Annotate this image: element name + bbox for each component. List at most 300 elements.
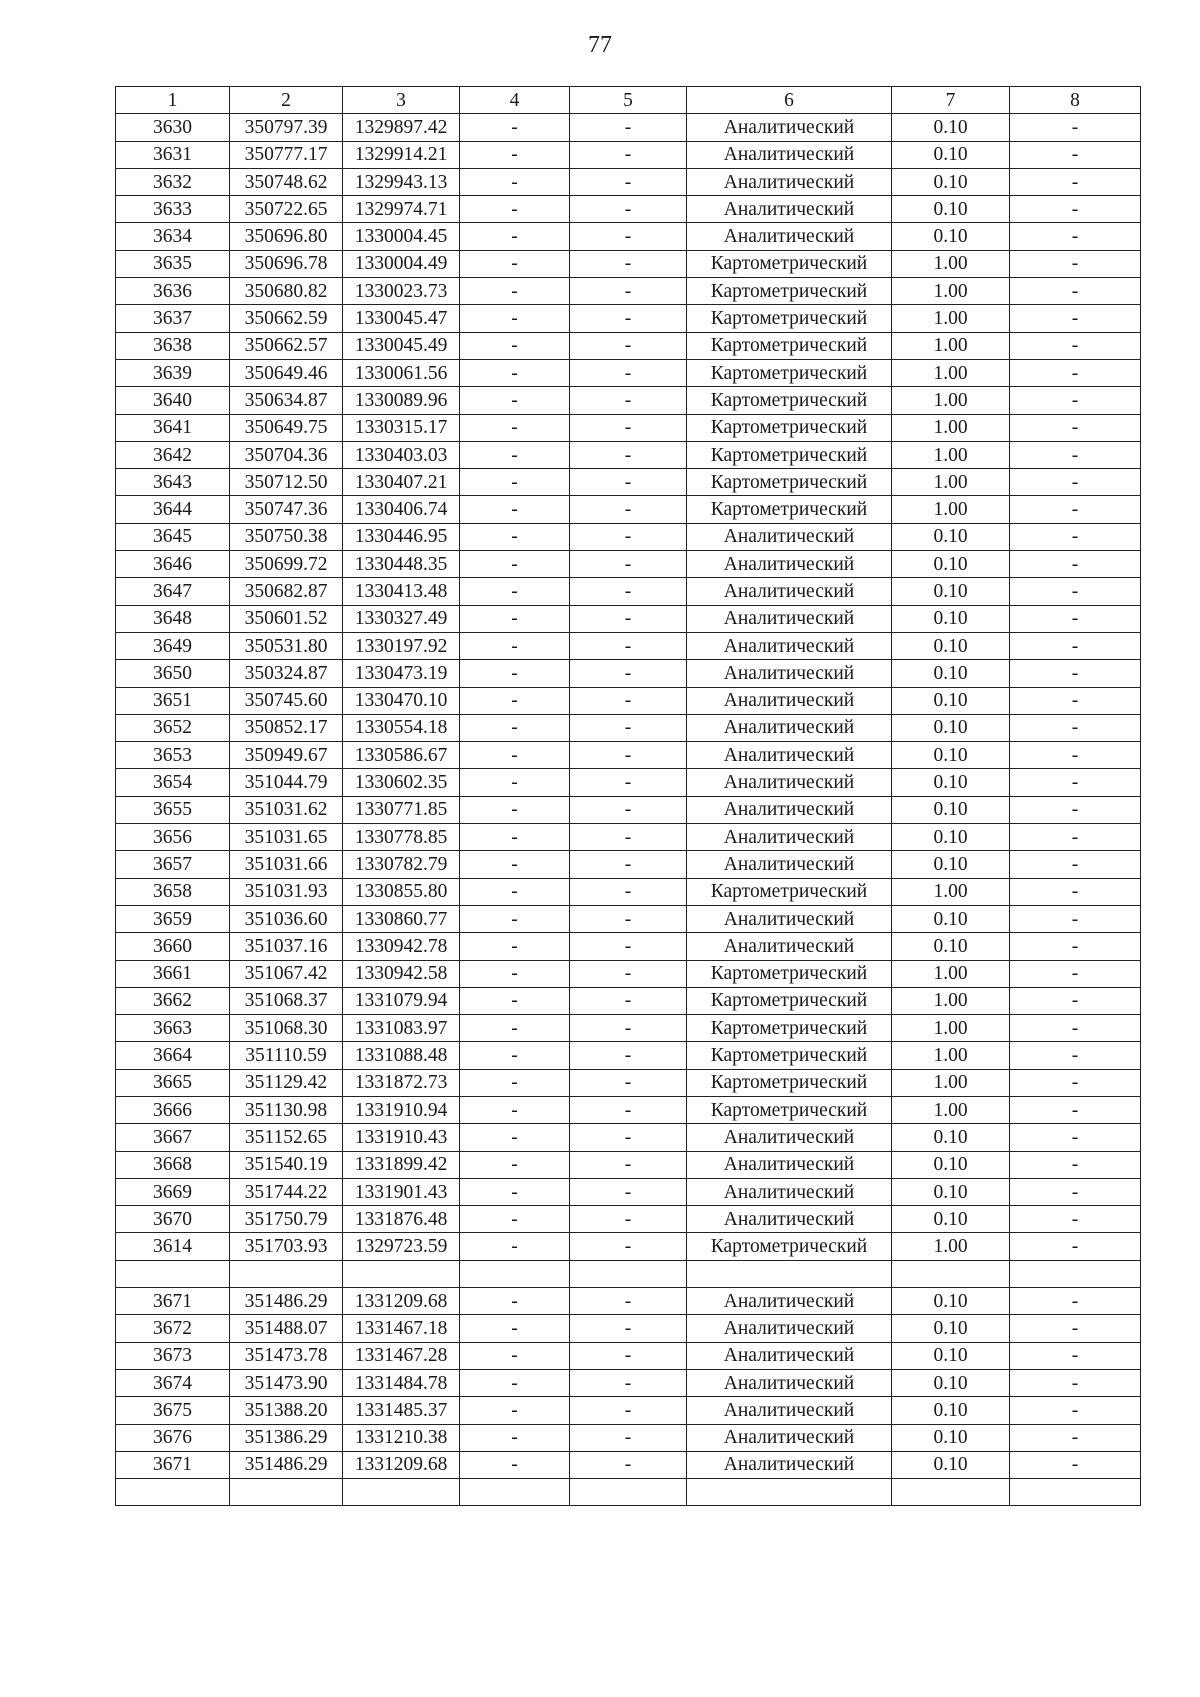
table-cell: - <box>570 359 687 386</box>
table-cell: 0.10 <box>892 1315 1010 1342</box>
page-number: 77 <box>588 32 612 58</box>
table-cell: 3660 <box>116 933 230 960</box>
table-cell: 351044.79 <box>230 769 343 796</box>
table-cell: 1331467.28 <box>343 1342 460 1369</box>
table-cell <box>460 1479 570 1506</box>
table-cell: - <box>1010 960 1141 987</box>
table-cell <box>343 1479 460 1506</box>
table-cell: 350649.46 <box>230 359 343 386</box>
table-cell: 3652 <box>116 714 230 741</box>
table-cell: - <box>570 714 687 741</box>
table-row <box>116 523 1141 550</box>
table-cell: 0.10 <box>892 1151 1010 1178</box>
table-cell: 3650 <box>116 660 230 687</box>
table-cell: 351473.90 <box>230 1369 343 1396</box>
table-cell: - <box>460 824 570 851</box>
table-cell: 3644 <box>116 496 230 523</box>
table-cell: 3674 <box>116 1369 230 1396</box>
table-row <box>116 469 1141 496</box>
table-cell: 0.10 <box>892 660 1010 687</box>
table-row <box>116 987 1141 1014</box>
table-row <box>116 933 1141 960</box>
table-cell: 351473.78 <box>230 1342 343 1369</box>
table-cell: 351488.07 <box>230 1315 343 1342</box>
table-row <box>116 605 1141 632</box>
table-cell: 0.10 <box>892 1206 1010 1233</box>
table-cell: 0.10 <box>892 714 1010 741</box>
table-cell: - <box>1010 851 1141 878</box>
table-cell: - <box>460 1424 570 1451</box>
table-cell: 0.10 <box>892 605 1010 632</box>
table-row <box>116 1451 1141 1478</box>
table-cell: 1.00 <box>892 1042 1010 1069</box>
table-cell: 1331910.94 <box>343 1096 460 1123</box>
table-cell: - <box>1010 1178 1141 1205</box>
table-cell: - <box>1010 769 1141 796</box>
table-cell: - <box>570 332 687 359</box>
table-cell: 3668 <box>116 1151 230 1178</box>
table-cell: 3640 <box>116 387 230 414</box>
table-cell: 3633 <box>116 196 230 223</box>
table-cell: Аналитический <box>687 1124 892 1151</box>
table-cell: 1.00 <box>892 305 1010 332</box>
table-cell: - <box>1010 1096 1141 1123</box>
table-cell: - <box>460 223 570 250</box>
table-cell: - <box>460 796 570 823</box>
table-cell: 1330061.56 <box>343 359 460 386</box>
table-cell: 1331210.38 <box>343 1424 460 1451</box>
table-cell: 3651 <box>116 687 230 714</box>
table-cell: 351068.37 <box>230 987 343 1014</box>
table-cell: - <box>1010 1451 1141 1478</box>
table-cell: 1331209.68 <box>343 1288 460 1315</box>
table-cell: - <box>1010 387 1141 414</box>
table-cell: - <box>570 742 687 769</box>
table-cell: 1331083.97 <box>343 1015 460 1042</box>
table-cell: - <box>460 1451 570 1478</box>
table-cell: 0.10 <box>892 196 1010 223</box>
table-cell: - <box>570 1178 687 1205</box>
table-cell: 3639 <box>116 359 230 386</box>
table-cell: - <box>1010 414 1141 441</box>
table-row <box>116 742 1141 769</box>
table-cell: - <box>1010 796 1141 823</box>
table-row <box>116 1479 1141 1506</box>
table-cell: 0.10 <box>892 578 1010 605</box>
table-cell <box>570 1479 687 1506</box>
table-cell: - <box>1010 660 1141 687</box>
table-cell: 1330554.18 <box>343 714 460 741</box>
table-cell: - <box>460 878 570 905</box>
table-row <box>116 441 1141 468</box>
table-cell: - <box>460 387 570 414</box>
table-cell: Картометрический <box>687 1069 892 1096</box>
table-cell <box>116 1260 230 1287</box>
table-cell: - <box>570 1397 687 1424</box>
table-cell: 3638 <box>116 332 230 359</box>
table-cell: - <box>570 551 687 578</box>
table-cell: 1.00 <box>892 250 1010 277</box>
table-cell: 1.00 <box>892 387 1010 414</box>
table-row <box>116 578 1141 605</box>
table-cell: 3643 <box>116 469 230 496</box>
table-cell: - <box>1010 250 1141 277</box>
table-row <box>116 632 1141 659</box>
table-cell: 3672 <box>116 1315 230 1342</box>
table-cell: 350722.65 <box>230 196 343 223</box>
table-cell: Аналитический <box>687 742 892 769</box>
table-cell: 1.00 <box>892 496 1010 523</box>
table-cell: - <box>460 687 570 714</box>
table-cell: 1330942.58 <box>343 960 460 987</box>
table-cell: - <box>460 987 570 1014</box>
table-cell: 350852.17 <box>230 714 343 741</box>
table-row <box>116 851 1141 878</box>
table-cell: 1330315.17 <box>343 414 460 441</box>
table-cell: 1331467.18 <box>343 1315 460 1342</box>
table-row <box>116 1260 1141 1287</box>
table-cell: 3673 <box>116 1342 230 1369</box>
table-row <box>116 196 1141 223</box>
table-cell: 1330446.95 <box>343 523 460 550</box>
table-cell: 350649.75 <box>230 414 343 441</box>
table-cell: 350745.60 <box>230 687 343 714</box>
table-cell: - <box>460 141 570 168</box>
table-cell: 3614 <box>116 1233 230 1260</box>
table-cell: 1330473.19 <box>343 660 460 687</box>
table-cell: 350531.80 <box>230 632 343 659</box>
table-row <box>116 687 1141 714</box>
table-cell: - <box>570 851 687 878</box>
table-cell: - <box>570 1424 687 1451</box>
table-cell: 350704.36 <box>230 441 343 468</box>
table-row <box>116 1096 1141 1123</box>
table-cell: 351744.22 <box>230 1178 343 1205</box>
table-cell: - <box>1010 1369 1141 1396</box>
table-cell: - <box>570 1288 687 1315</box>
table-cell: - <box>460 496 570 523</box>
table-cell: - <box>460 332 570 359</box>
table-cell: 1330942.78 <box>343 933 460 960</box>
table-cell: - <box>460 1042 570 1069</box>
table-cell: - <box>1010 278 1141 305</box>
table-cell: - <box>1010 1124 1141 1151</box>
table-cell: 350601.52 <box>230 605 343 632</box>
table-cell: 351386.29 <box>230 1424 343 1451</box>
table-cell: - <box>1010 441 1141 468</box>
table-cell: Аналитический <box>687 769 892 796</box>
table-cell: - <box>460 1124 570 1151</box>
table-cell: - <box>460 1233 570 1260</box>
table-cell: 1331899.42 <box>343 1151 460 1178</box>
table-row <box>116 551 1141 578</box>
table-row <box>116 1151 1141 1178</box>
table-cell: 1330782.79 <box>343 851 460 878</box>
table-cell: 1330406.74 <box>343 496 460 523</box>
table-cell: 1330045.49 <box>343 332 460 359</box>
table-cell: 0.10 <box>892 1124 1010 1151</box>
table-cell: 3634 <box>116 223 230 250</box>
table-cell: 1330586.67 <box>343 742 460 769</box>
table-cell: 350324.87 <box>230 660 343 687</box>
table-cell: Картометрический <box>687 359 892 386</box>
table-cell: 1330197.92 <box>343 632 460 659</box>
table-cell: - <box>570 223 687 250</box>
table-cell: 1330004.45 <box>343 223 460 250</box>
table-cell: - <box>570 878 687 905</box>
table-cell: Аналитический <box>687 632 892 659</box>
table-cell <box>116 1479 230 1506</box>
table-cell: - <box>1010 114 1141 141</box>
table-cell: 1331484.78 <box>343 1369 460 1396</box>
table-cell: 351129.42 <box>230 1069 343 1096</box>
table-cell: - <box>460 632 570 659</box>
table-cell: Аналитический <box>687 1151 892 1178</box>
table-cell: 3671 <box>116 1288 230 1315</box>
table-cell: 1329723.59 <box>343 1233 460 1260</box>
table-cell: Аналитический <box>687 1342 892 1369</box>
table-cell: Картометрический <box>687 250 892 277</box>
table-cell <box>230 1260 343 1287</box>
table-cell: Картометрический <box>687 496 892 523</box>
table-body <box>116 114 1141 1506</box>
table-cell: - <box>460 168 570 195</box>
table-cell: 1331088.48 <box>343 1042 460 1069</box>
table-cell: - <box>460 1369 570 1396</box>
table-cell: - <box>1010 578 1141 605</box>
table-cell: - <box>570 905 687 932</box>
table-cell: 3662 <box>116 987 230 1014</box>
table-cell: 351110.59 <box>230 1042 343 1069</box>
table-cell: Картометрический <box>687 469 892 496</box>
table-cell: 351036.60 <box>230 905 343 932</box>
table-cell: - <box>570 1315 687 1342</box>
column-header-2: 2 <box>230 87 343 114</box>
table-cell: 350797.39 <box>230 114 343 141</box>
table-cell: 0.10 <box>892 742 1010 769</box>
table-cell: - <box>570 1342 687 1369</box>
table-cell: - <box>570 987 687 1014</box>
table-cell: - <box>1010 223 1141 250</box>
table-cell: - <box>1010 141 1141 168</box>
table-cell: Аналитический <box>687 1369 892 1396</box>
table-cell: - <box>1010 168 1141 195</box>
table-cell: Картометрический <box>687 1042 892 1069</box>
table-cell: - <box>460 851 570 878</box>
table-cell: - <box>1010 496 1141 523</box>
table-cell: 350712.50 <box>230 469 343 496</box>
table-cell: - <box>570 605 687 632</box>
table-cell: 1330403.03 <box>343 441 460 468</box>
table-cell: - <box>460 1096 570 1123</box>
table-cell: 350748.62 <box>230 168 343 195</box>
table-cell: Картометрический <box>687 441 892 468</box>
table-cell: 1.00 <box>892 278 1010 305</box>
table-cell: Картометрический <box>687 878 892 905</box>
table-cell: - <box>460 1206 570 1233</box>
coordinates-table <box>115 86 1141 1506</box>
table-cell: - <box>460 551 570 578</box>
table-cell: 351037.16 <box>230 933 343 960</box>
table-cell: 1331901.43 <box>343 1178 460 1205</box>
table-cell: 3636 <box>116 278 230 305</box>
column-header-6: 6 <box>687 87 892 114</box>
table-cell: Аналитический <box>687 141 892 168</box>
table-cell: 1.00 <box>892 1069 1010 1096</box>
column-header-8: 8 <box>1010 87 1141 114</box>
table-cell: Картометрический <box>687 1233 892 1260</box>
table-cell: 1331209.68 <box>343 1451 460 1478</box>
table-cell: - <box>570 687 687 714</box>
table-cell: - <box>570 305 687 332</box>
table-cell: Аналитический <box>687 551 892 578</box>
column-header-5: 5 <box>570 87 687 114</box>
table-cell <box>230 1479 343 1506</box>
table-cell: 3676 <box>116 1424 230 1451</box>
table-row <box>116 1178 1141 1205</box>
table-cell: 0.10 <box>892 168 1010 195</box>
table-row <box>116 223 1141 250</box>
table-cell: Картометрический <box>687 960 892 987</box>
table-cell: - <box>1010 469 1141 496</box>
table-cell: 0.10 <box>892 905 1010 932</box>
table-cell: Аналитический <box>687 1451 892 1478</box>
table-cell: 3659 <box>116 905 230 932</box>
table-cell: - <box>570 632 687 659</box>
table-cell: 351067.42 <box>230 960 343 987</box>
table-cell: - <box>460 523 570 550</box>
table-cell: Аналитический <box>687 1178 892 1205</box>
table-cell: - <box>1010 359 1141 386</box>
table-cell: - <box>570 769 687 796</box>
table-cell: 0.10 <box>892 769 1010 796</box>
table-cell: 3648 <box>116 605 230 632</box>
column-header-7: 7 <box>892 87 1010 114</box>
table-cell: 1.00 <box>892 332 1010 359</box>
table-cell: 351750.79 <box>230 1206 343 1233</box>
table-cell <box>687 1260 892 1287</box>
table-row <box>116 905 1141 932</box>
table-cell: - <box>570 168 687 195</box>
table-cell: - <box>570 250 687 277</box>
table-cell: - <box>570 796 687 823</box>
table-row <box>116 305 1141 332</box>
table-cell: - <box>460 905 570 932</box>
table-cell: - <box>460 742 570 769</box>
table-cell: - <box>460 1151 570 1178</box>
table-cell: - <box>570 933 687 960</box>
table-cell: 1330089.96 <box>343 387 460 414</box>
table-cell: Аналитический <box>687 168 892 195</box>
header-row <box>116 87 1141 114</box>
table-row <box>116 332 1141 359</box>
table-cell: 351031.93 <box>230 878 343 905</box>
table-cell: 1330602.35 <box>343 769 460 796</box>
table-row <box>116 796 1141 823</box>
table-row <box>116 1042 1141 1069</box>
table-cell: - <box>570 114 687 141</box>
table-cell: 0.10 <box>892 1369 1010 1396</box>
table-cell: - <box>1010 742 1141 769</box>
table-row <box>116 141 1141 168</box>
table-row <box>116 878 1141 905</box>
table-cell: 1329914.21 <box>343 141 460 168</box>
table-row <box>116 168 1141 195</box>
table-cell: 1330855.80 <box>343 878 460 905</box>
table-cell: - <box>1010 1315 1141 1342</box>
table-cell: 3675 <box>116 1397 230 1424</box>
table-cell: - <box>460 469 570 496</box>
table-cell: - <box>460 1397 570 1424</box>
table-cell: - <box>460 114 570 141</box>
table-cell: 0.10 <box>892 1397 1010 1424</box>
table-cell: - <box>570 1015 687 1042</box>
table-cell: 3632 <box>116 168 230 195</box>
table-cell: 0.10 <box>892 1288 1010 1315</box>
table-cell <box>1010 1260 1141 1287</box>
table-cell: Аналитический <box>687 523 892 550</box>
table-cell: 0.10 <box>892 933 1010 960</box>
table-cell: - <box>460 305 570 332</box>
table-cell: - <box>1010 523 1141 550</box>
table-row <box>116 1342 1141 1369</box>
table-cell: 3671 <box>116 1451 230 1478</box>
table-cell: - <box>460 1288 570 1315</box>
table-cell: - <box>570 387 687 414</box>
table-cell: 350949.67 <box>230 742 343 769</box>
table-cell: 350662.57 <box>230 332 343 359</box>
table-cell: 3670 <box>116 1206 230 1233</box>
table-cell: 3658 <box>116 878 230 905</box>
table-cell: 0.10 <box>892 687 1010 714</box>
column-header-4: 4 <box>460 87 570 114</box>
table-cell: 1330004.49 <box>343 250 460 277</box>
table-cell: 0.10 <box>892 141 1010 168</box>
table-cell: - <box>1010 1424 1141 1451</box>
table-cell: Аналитический <box>687 605 892 632</box>
table-cell: 3657 <box>116 851 230 878</box>
table-cell <box>343 1260 460 1287</box>
table-cell: 1329897.42 <box>343 114 460 141</box>
table-cell: 1.00 <box>892 878 1010 905</box>
table-cell: 350682.87 <box>230 578 343 605</box>
table-cell: 0.10 <box>892 114 1010 141</box>
table-cell: 351703.93 <box>230 1233 343 1260</box>
table-cell: - <box>1010 332 1141 359</box>
table-cell: Аналитический <box>687 1397 892 1424</box>
table-cell: Аналитический <box>687 687 892 714</box>
table-cell: 3653 <box>116 742 230 769</box>
table-cell: - <box>570 660 687 687</box>
table-cell: Аналитический <box>687 578 892 605</box>
table-cell: - <box>570 960 687 987</box>
table-cell: 0.10 <box>892 824 1010 851</box>
table-cell: 1.00 <box>892 1015 1010 1042</box>
table-cell: - <box>460 1315 570 1342</box>
table-cell: - <box>460 1015 570 1042</box>
table-cell: Аналитический <box>687 223 892 250</box>
table-cell: 0.10 <box>892 632 1010 659</box>
table-row <box>116 1369 1141 1396</box>
table-cell: 1.00 <box>892 960 1010 987</box>
table-cell: 1330327.49 <box>343 605 460 632</box>
table-cell <box>570 1260 687 1287</box>
table-cell: 350699.72 <box>230 551 343 578</box>
table-cell: 1330448.35 <box>343 551 460 578</box>
table-row <box>116 1206 1141 1233</box>
table-cell: 3665 <box>116 1069 230 1096</box>
table-cell: 351486.29 <box>230 1288 343 1315</box>
